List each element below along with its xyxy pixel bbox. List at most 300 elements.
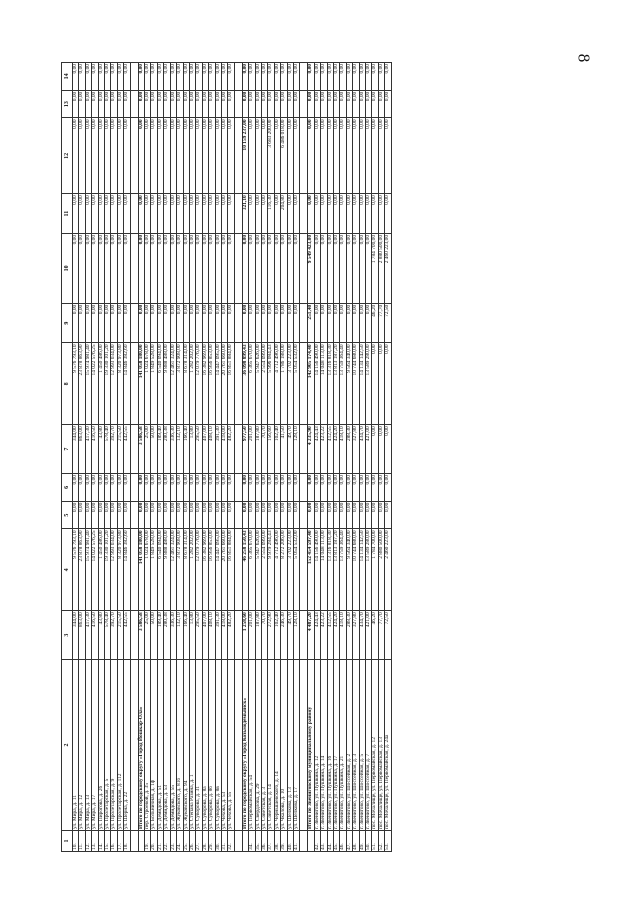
value-cell: 0,00 [274, 303, 280, 343]
value-cell: 0,00 [261, 474, 267, 502]
value-cell: 70,70 [261, 611, 267, 660]
value-cell: 408,10 [209, 425, 215, 474]
row-number: 43. [321, 831, 327, 852]
value-cell: 0,00 [117, 194, 123, 234]
table-cell [234, 831, 242, 852]
value-cell: 0,00 [85, 501, 91, 529]
value-cell: 0,00 [124, 501, 130, 529]
value-cell: 0,00 [215, 63, 221, 91]
value-cell: 0,00 [164, 303, 170, 343]
value-cell: 0,00 [111, 501, 117, 529]
value-cell: 0,00 [242, 303, 248, 343]
value-cell: 49,70 [287, 611, 293, 660]
value-cell: 0,00 [209, 194, 215, 234]
value-cell: 288,30 [346, 425, 352, 474]
value-cell: 0,00 [321, 303, 327, 343]
value-cell: 0,00 [157, 501, 163, 529]
value-cell: 0,00 [189, 474, 195, 502]
value-cell: 141 058 180,00 [138, 529, 144, 611]
address-cell: ул. Чехова, д. 55 [228, 660, 234, 831]
value-cell: 0,00 [242, 501, 248, 529]
value-cell: 0,00 [164, 194, 170, 234]
value-cell: 418,10 [340, 611, 346, 660]
value-cell: 0,00 [164, 63, 170, 91]
value-cell: 0,00 [346, 118, 352, 194]
value-cell: 14 156 490,00 [314, 529, 320, 611]
column-header: 6 [62, 474, 73, 502]
value-cell: 0,00 [79, 194, 85, 234]
value-cell: 0,00 [353, 194, 359, 234]
value-cell: 4 487,20 [308, 611, 314, 660]
value-cell: 13 759 364,40 [340, 343, 346, 425]
row-number: 20. [151, 831, 157, 852]
value-cell: 0,00 [98, 501, 104, 529]
value-cell: 0,00 [170, 474, 176, 502]
value-cell: 0,00 [372, 90, 378, 118]
value-cell: 0,00 [138, 474, 144, 502]
value-cell: 0,00 [177, 63, 183, 91]
value-cell: 70,70 [261, 425, 267, 474]
value-cell: 0,00 [308, 118, 314, 194]
value-cell: 0,00 [228, 118, 234, 194]
row-number: 27. [196, 831, 202, 852]
value-cell: 0,00 [117, 501, 123, 529]
value-cell: 12 993 034,00 [111, 343, 117, 425]
value-cell: 0,00 [372, 63, 378, 91]
value-cell: 0,00 [215, 194, 221, 234]
value-cell: 0,00 [294, 63, 300, 91]
value-cell: 0,00 [98, 194, 104, 234]
value-cell: 0,00 [117, 90, 123, 118]
value-cell: 0,00 [294, 501, 300, 529]
row-number: 11. [79, 831, 85, 852]
value-cell: 0,00 [183, 90, 189, 118]
value-cell: 0,00 [221, 118, 227, 194]
value-cell: 5 996 084,43 [268, 343, 274, 425]
value-cell: 0,00 [255, 501, 261, 529]
value-cell: 0,00 [294, 233, 300, 303]
value-cell: 0,00 [138, 303, 144, 343]
table-cell [130, 660, 138, 831]
address-cell: ул. Суворова, д. 8б [209, 660, 215, 831]
row-number: 15. [105, 831, 111, 852]
value-cell: 0,00 [196, 194, 202, 234]
value-cell: 0,00 [79, 501, 85, 529]
value-cell: 0,00 [196, 118, 202, 194]
value-cell: 434,70 [359, 611, 365, 660]
column-header: 13 [62, 90, 73, 118]
value-cell: 0,00 [221, 233, 227, 303]
value-cell: 0,00 [314, 63, 320, 91]
value-cell: 0,00 [228, 501, 234, 529]
value-cell: 407,00 [202, 425, 208, 474]
value-cell: 0,00 [157, 90, 163, 118]
value-cell: 0,00 [105, 233, 111, 303]
value-cell: 0,00 [372, 474, 378, 502]
value-cell: 421,00 [366, 611, 372, 660]
value-cell: 0,00 [138, 233, 144, 303]
value-cell: 0,00 [73, 194, 79, 234]
value-cell: 295,50 [196, 611, 202, 660]
value-cell: 72,50 [385, 611, 391, 660]
address-cell: ул. Шелкова, д. 13 [287, 660, 293, 831]
row-number: 19. [145, 831, 151, 852]
value-cell: 578,40 [105, 611, 111, 660]
row-number: 23. [170, 831, 176, 852]
value-cell: 142 905 174,40 [308, 343, 314, 425]
value-cell: 0,00 [359, 63, 365, 91]
value-cell: 5 947 626,00 [255, 529, 261, 611]
column-header: 2 [62, 660, 73, 831]
value-cell: 416,50 [92, 611, 98, 660]
value-cell: 2 880 500,00 [378, 529, 384, 611]
value-cell: 0,00 [334, 474, 340, 502]
address-cell: Итого по городскому округу «Город Йошкар-Ола» [138, 660, 144, 831]
value-cell: 0,00 [202, 63, 208, 91]
value-cell: 0,00 [151, 303, 157, 343]
address-cell: Итого по Звениговскому муниципальному району [308, 660, 314, 831]
address-cell: г. Звенигово, ул. Пушкина, д. 17 [334, 660, 340, 831]
value-cell: 0,00 [228, 474, 234, 502]
value-cell: 0,00 [268, 501, 274, 529]
value-cell: 0,00 [346, 501, 352, 529]
value-cell: 336,30 [170, 425, 176, 474]
value-cell: 0,00 [124, 194, 130, 234]
value-cell: 0,00 [314, 118, 320, 194]
address-cell: пос. Мочалище, ул. Первомайская, д. 24а [385, 660, 391, 831]
value-cell: 0,00 [209, 501, 215, 529]
value-cell: 0,00 [340, 501, 346, 529]
address-cell: ул. Пролетарская, д. 112 [117, 660, 123, 831]
table-cell [130, 63, 138, 91]
value-cell: 0,00 [202, 194, 208, 234]
value-cell: 1 282 202,00 [189, 529, 195, 611]
value-cell: 13,80 [189, 425, 195, 474]
value-cell: 0,00 [261, 90, 267, 118]
value-cell: 0,00 [340, 194, 346, 234]
value-cell: 1 024 678,00 [145, 529, 151, 611]
value-cell: 0,00 [183, 303, 189, 343]
value-cell: 9 888 488,00 [164, 343, 170, 425]
value-cell: 0,00 [353, 303, 359, 343]
value-cell: 0,00 [202, 118, 208, 194]
value-cell: 14 447 095,00 [215, 529, 221, 611]
value-cell: 0,00 [209, 233, 215, 303]
value-cell: 0,00 [378, 194, 384, 234]
value-cell: 418,10 [340, 425, 346, 474]
address-cell: пос. Мочалище, ул. Первомайская, д. 13 [378, 660, 384, 831]
value-cell: 0,00 [124, 303, 130, 343]
value-cell: 0,00 [105, 90, 111, 118]
value-cell: 0,00 [117, 63, 123, 91]
value-cell: 0,00 [353, 474, 359, 502]
value-cell: 0,00 [215, 90, 221, 118]
value-cell: 0,00 [334, 501, 340, 529]
value-cell: 141 058 180,00 [138, 343, 144, 425]
value-cell: 417,30 [85, 611, 91, 660]
value-cell: 0,00 [196, 63, 202, 91]
value-cell: 0,00 [85, 90, 91, 118]
value-cell: 3 683 200,00 [268, 118, 274, 194]
value-cell: 418,00 [221, 425, 227, 474]
value-cell: 0,00 [334, 303, 340, 343]
value-cell: 0,00 [170, 501, 176, 529]
value-cell: 0,00 [124, 118, 130, 194]
value-cell: 863,00 [79, 425, 85, 474]
value-cell: 0,00 [287, 118, 293, 194]
value-cell: 482,20 [228, 425, 234, 474]
row-number: 49. [359, 831, 365, 852]
value-cell: 0,00 [327, 90, 333, 118]
value-cell: 442,55 [124, 425, 130, 474]
value-cell: 344,00 [73, 425, 79, 474]
value-cell: 0,00 [287, 233, 293, 303]
value-cell: 0,00 [372, 501, 378, 529]
value-cell: 0,00 [177, 233, 183, 303]
value-cell: 0,00 [353, 233, 359, 303]
value-cell: 0,00 [202, 233, 208, 303]
value-cell: 424,43 [314, 425, 320, 474]
value-cell: 0,00 [183, 474, 189, 502]
row-number: 41. [294, 831, 300, 852]
value-cell: 0,00 [189, 90, 195, 118]
value-cell: 0,00 [321, 233, 327, 303]
value-cell: 0,00 [340, 233, 346, 303]
value-cell: 201,00 [249, 611, 255, 660]
value-cell: 4 712 496,00 [274, 343, 280, 425]
value-cell: 215,50 [117, 611, 123, 660]
address-cell: ул. Шерна, д. 22 [124, 660, 130, 831]
value-cell: 0,00 [261, 501, 267, 529]
value-cell: 0,00 [79, 90, 85, 118]
address-cell: ул. Мира, д. 13 [85, 660, 91, 831]
value-cell: 0,00 [228, 63, 234, 91]
table-cell [130, 611, 138, 660]
value-cell: 0,00 [215, 501, 221, 529]
row-number: 35. [255, 831, 261, 852]
page-number: 8 [574, 53, 594, 63]
value-cell: 23 878 863,90 [79, 343, 85, 425]
table-cell [130, 90, 138, 118]
address-cell: ул. Шелкова, д. 17 [294, 660, 300, 831]
value-cell: 16 956 853,00 [209, 529, 215, 611]
row-number: 21. [157, 831, 163, 852]
value-cell: 0,00 [353, 90, 359, 118]
value-cell: 0,00 [196, 303, 202, 343]
value-cell: 0,00 [145, 90, 151, 118]
value-cell: 0,00 [294, 90, 300, 118]
value-cell: 0,00 [164, 474, 170, 502]
value-cell: 0,00 [92, 474, 98, 502]
value-cell: 0,00 [157, 63, 163, 91]
value-cell: 251,40 [308, 303, 314, 343]
value-cell: 0,00 [157, 118, 163, 194]
value-cell: 0,00 [138, 90, 144, 118]
value-cell: 0,00 [261, 63, 267, 91]
address-cell: ул. Советская, д. 14 [268, 660, 274, 831]
value-cell: 0,00 [145, 194, 151, 234]
address-cell: ул. Первомайская, д. 54 [249, 660, 255, 831]
value-cell: 0,00 [268, 90, 274, 118]
value-cell: 14 447 095,00 [215, 343, 221, 425]
value-cell: 0,00 [164, 90, 170, 118]
column-header: 5 [62, 501, 73, 529]
value-cell: 0,00 [359, 303, 365, 343]
value-cell: 0,00 [85, 63, 91, 91]
value-cell: 0,00 [209, 90, 215, 118]
value-cell: 0,00 [385, 194, 391, 234]
value-cell: 0,00 [221, 501, 227, 529]
value-cell: 156,60 [268, 425, 274, 474]
value-cell: 0,00 [321, 501, 327, 529]
value-cell: 0,00 [138, 194, 144, 234]
value-cell: 0,00 [353, 118, 359, 194]
row-number: 51. [372, 831, 378, 852]
value-cell: 16 382 969,00 [202, 529, 208, 611]
value-cell: 0,00 [157, 303, 163, 343]
value-cell: 0,00 [73, 474, 79, 502]
value-cell: 0,00 [340, 303, 346, 343]
value-cell: 0,00 [321, 63, 327, 91]
value-cell: 0,00 [157, 474, 163, 502]
value-cell: 246,30 [281, 611, 287, 660]
value-cell: 128,10 [294, 425, 300, 474]
value-cell: 0,00 [327, 233, 333, 303]
value-cell: 0,00 [105, 63, 111, 91]
value-cell: 0,00 [221, 194, 227, 234]
address-cell: Итого по городскому округу «Город Козьмодемьянск» [242, 660, 248, 831]
value-cell: 6 486 018,00 [281, 118, 287, 194]
value-cell: 0,00 [177, 474, 183, 502]
value-cell: 5 947 626,00 [255, 343, 261, 425]
value-cell: 3 702 223,00 [287, 343, 293, 425]
value-cell: 0,00 [249, 474, 255, 502]
value-cell: 0,00 [151, 90, 157, 118]
value-cell: 0,00 [378, 343, 384, 425]
value-cell: 0,00 [202, 90, 208, 118]
address-cell: ул. Пролетарская, д. 5 [105, 660, 111, 831]
value-cell: 10 159 237,00 [242, 118, 248, 194]
value-cell: 392,70 [111, 611, 117, 660]
address-cell: г. Звенигово, ул. Пушкина, д. 12 [314, 660, 320, 831]
address-cell: г. Звенигово, ул. Шоссейная, д. 5 [359, 660, 365, 831]
value-cell: 295,50 [196, 425, 202, 474]
value-cell: 0,00 [346, 303, 352, 343]
value-cell: 0,00 [73, 63, 79, 91]
value-cell: 0,00 [314, 233, 320, 303]
row-number: 18. [124, 831, 130, 852]
address-cell: г. Звенигово, ул. Пушкина, д. 14 [321, 660, 327, 831]
value-cell: 43,80 [98, 425, 104, 474]
value-cell: 8 272 206,00 [281, 529, 287, 611]
value-cell: 1 282 202,00 [189, 343, 195, 425]
value-cell: 0,00 [79, 63, 85, 91]
value-cell: 0,00 [183, 63, 189, 91]
value-cell: 0,00 [124, 63, 130, 91]
table-cell [130, 831, 138, 852]
value-cell: 280,38 [164, 425, 170, 474]
value-cell: 0,00 [274, 474, 280, 502]
value-cell: 0,00 [92, 194, 98, 234]
value-cell: 0,00 [359, 118, 365, 194]
value-cell: 0,00 [327, 501, 333, 529]
value-cell: 0,00 [268, 63, 274, 91]
value-cell: 0,00 [274, 90, 280, 118]
value-cell: 23 878 863,90 [79, 529, 85, 611]
value-cell: 19 330 101,20 [105, 343, 111, 425]
value-cell: 424,20 [334, 611, 340, 660]
value-cell: 0,00 [164, 118, 170, 194]
value-cell: 0,00 [138, 118, 144, 194]
table-row [385, 63, 391, 852]
value-cell: 416,50 [92, 425, 98, 474]
value-cell: 1 786 188,00 [281, 343, 287, 425]
value-cell: 201,00 [249, 425, 255, 474]
value-cell: 0,00 [366, 303, 372, 343]
value-cell: 0,00 [346, 194, 352, 234]
address-cell: ул. Суворова, д. 31 [196, 660, 202, 831]
value-cell: 0,00 [117, 474, 123, 502]
row-number: 14. [98, 831, 104, 852]
column-header: 4 [62, 529, 73, 611]
value-cell: 16 382 969,00 [202, 343, 208, 425]
value-cell: 0,00 [183, 118, 189, 194]
value-cell: 0,00 [294, 303, 300, 343]
value-cell: 0,00 [346, 63, 352, 91]
value-cell: 166,40 [183, 425, 189, 474]
value-cell: 0,00 [327, 63, 333, 91]
row-number: 37. [268, 831, 274, 852]
value-cell: 0,00 [340, 118, 346, 194]
value-cell: 0,00 [359, 501, 365, 529]
value-cell: 2 880 500,00 [378, 233, 384, 303]
value-cell: 0,00 [189, 501, 195, 529]
row-number: 12. [85, 831, 91, 852]
address-cell: ул. Чернышевского, д. 14 [274, 660, 280, 831]
value-cell: 102,40 [274, 611, 280, 660]
value-cell: 0,00 [287, 303, 293, 343]
value-cell: 0,00 [366, 474, 372, 502]
table-cell [130, 118, 138, 194]
row-number: 28. [202, 831, 208, 852]
value-cell: 0,00 [215, 233, 221, 303]
value-cell: 0,00 [385, 343, 391, 425]
table-cell [300, 831, 308, 852]
value-cell: 77,70 [378, 303, 384, 343]
row-number: 26. [189, 831, 195, 852]
value-cell: 0,00 [308, 501, 314, 529]
value-cell: 6 540 094,00 [157, 529, 163, 611]
value-cell: 12 461 324,00 [170, 529, 176, 611]
value-cell: 10 744 680,00 [353, 343, 359, 425]
value-cell: 0,00 [111, 474, 117, 502]
value-cell: 0,00 [151, 118, 157, 194]
value-cell: 0,00 [242, 63, 248, 91]
value-cell: 327,80 [353, 611, 359, 660]
value-cell: 408,10 [209, 611, 215, 660]
value-cell: 421,00 [366, 425, 372, 474]
value-cell: 863,00 [79, 611, 85, 660]
value-cell: 0,00 [183, 501, 189, 529]
value-cell: 0,00 [105, 303, 111, 343]
value-cell: 0,00 [255, 303, 261, 343]
value-cell: 1 450 486,00 [98, 343, 104, 425]
value-cell: 0,00 [334, 90, 340, 118]
value-cell: 0,00 [359, 474, 365, 502]
value-cell: 0,00 [314, 303, 320, 343]
value-cell: 0,00 [221, 90, 227, 118]
value-cell: 442,55 [124, 611, 130, 660]
